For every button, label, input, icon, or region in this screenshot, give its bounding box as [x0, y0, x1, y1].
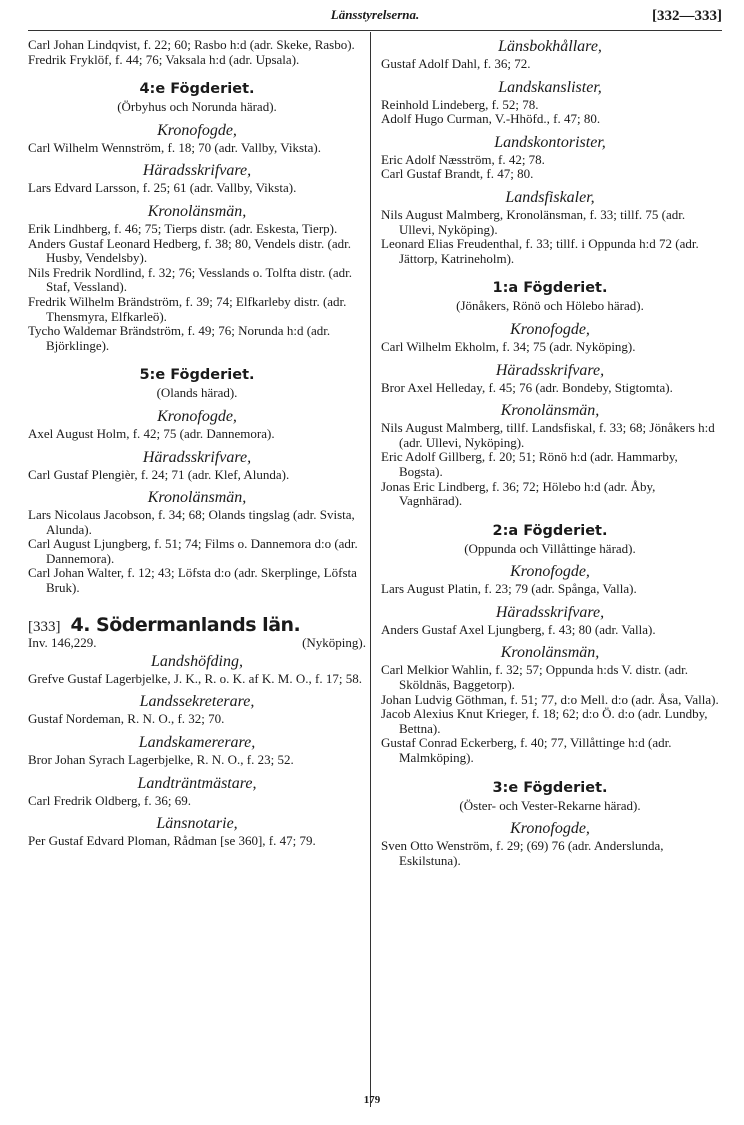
entry: Carl Fredrik Oldberg, f. 36; 69. [28, 792, 191, 808]
section-subtitle: (Oppunda och Villåttinge härad). [464, 540, 636, 556]
role-heading: Landskanslister, [498, 78, 602, 96]
role-heading: Länsnotarie, [156, 815, 238, 833]
role-heading: Häradsskrifvare, [142, 448, 252, 466]
entry: Leonard Elias Freudenthal, f. 33; tillf. i Oppunda h:d 72 (adr. Jättorp, Katrineholm). [381, 236, 699, 266]
entry: Gustaf Nordeman, R. N. O., f. 32; 70. [28, 711, 225, 727]
left-column [28, 38, 366, 849]
role-heading: Kronofogde, [157, 121, 237, 139]
entry: Adolf Hugo Curman, V.-Hhöfd., f. 47; 80. [381, 111, 601, 127]
entry: Gustaf Adolf Dahl, f. 36; 72. [381, 56, 531, 71]
county-name: 4. Södermanlands län. [70, 613, 301, 636]
role-heading: Landskontorister, [494, 133, 606, 151]
page-header [28, 4, 722, 31]
section-subtitle: (Örbyhus och Norunda härad). [117, 99, 277, 115]
right-column [381, 38, 719, 868]
role-heading: Häradsskrifvare, [495, 603, 605, 621]
entry: Tycho Waldemar Brändström, f. 49; 76; Norunda h:d (adr. Björklinge). [28, 323, 331, 353]
county-info [28, 636, 366, 651]
entry: Eric Adolf Næsström, f. 42; 78. [381, 151, 545, 167]
entry: Reinhold Lindeberg, f. 52; 78. [381, 96, 539, 112]
county-seat: (Nyköping). [302, 635, 366, 651]
role-heading: Landshöfding, [150, 652, 243, 670]
entry: Grefve Gustaf Lagerbjelke, J. K., R. o. K. af K. M. O., f. 17; 58. [28, 670, 362, 686]
role-heading: Landskamererare, [138, 734, 256, 752]
entry: Nils Fredrik Nordlind, f. 32; 76; Vesslands o. Tolfta distr. (adr. Staf, Vessland). [28, 264, 352, 295]
entry: Nils August Malmberg, Kronolänsman, f. 33; tillf. 75 (adr. Ullevi, Nyköping). [381, 206, 686, 237]
role-heading: Länsbokhållare, [498, 38, 602, 55]
entry: Bror Johan Syrach Lagerbjelke, R. N. O., f. 23; 52. [28, 752, 294, 768]
section-title: 1:a Fögderiet. [492, 280, 608, 297]
column-divider [370, 32, 371, 1107]
entry: Carl Wilhelm Ekholm, f. 34; 75 (adr. Nyköping). [381, 338, 636, 354]
entry: Lars Nicolaus Jacobson, f. 34; 68; Olands tingslag (adr. Svista, Alunda). [28, 507, 355, 537]
role-heading: Kronofogde, [510, 820, 590, 838]
entry: Anders Gustaf Axel Ljungberg, f. 43; 80 (adr. Valla). [381, 621, 656, 637]
entry: Carl August Ljungberg, f. 51; 74; Films o. Dannemora d:o (adr. Dannemora). [28, 536, 358, 566]
section-subtitle: (Olands härad). [156, 385, 238, 401]
role-heading: Kronofogde, [510, 320, 590, 338]
section-title: 5:e Fögderiet. [139, 367, 255, 384]
entry: Carl Gustaf Brandt, f. 47; 80. [381, 166, 534, 182]
entry: Sven Otto Wenström, f. 29; (69) 76 (adr. Anderslunda, Eskilstuna). [381, 838, 664, 868]
role-heading: Kronofogde, [510, 563, 590, 581]
section-subtitle: (Jönåkers, Rönö och Hölebo härad). [456, 298, 644, 314]
role-heading: Häradsskrifvare, [142, 162, 252, 180]
entry: Erik Lindhberg, f. 46; 75; Tierps distr. (adr. Eskesta, Tierp). [28, 220, 338, 236]
section-title: 3:e Fögderiet. [492, 779, 608, 796]
role-heading: Landssekreterare, [139, 693, 255, 711]
running-title: Länsstyrelserna. [330, 7, 420, 22]
county-number: [333] [28, 618, 61, 635]
role-heading: Kronolänsmän, [147, 202, 247, 220]
entry: Eric Adolf Gillberg, f. 20; 51; Rönö h:d (adr. Hammarby, Bogsta). [381, 449, 678, 479]
page-number: 179 [363, 1094, 381, 1106]
entry: Carl Johan Walter, f. 12; 43; Löfsta d:o (adr. Skerplinge, Löfsta Bruk). [28, 565, 357, 596]
county-inhabitants: Inv. 146,229. [28, 635, 97, 651]
entry: Carl Melkior Wahlin, f. 32; 57; Oppunda h:ds V. distr. (adr. Sköldnäs, Baggetorp). [381, 662, 688, 693]
entry: Fredrik Fryklöf, f. 44; 76; Vaksala h:d (adr. Upsala). [28, 51, 300, 67]
entry: Nils August Malmberg, tillf. Landsfiskal, f. 33; 68; Jönåkers h:d (adr. Ullevi, Nyköping). [381, 420, 715, 450]
entry: Lars August Platin, f. 23; 79 (adr. Spånga, Valla). [381, 581, 637, 597]
entry: Fredrik Wilhelm Brändström, f. 39; 74; Elfkarleby distr. (adr. Thensmyra, Elfkarleö). [28, 293, 347, 324]
section-title: 2:a Fögderiet. [492, 522, 608, 539]
entry: Jonas Eric Lindberg, f. 36; 72; Hölebo h:d (adr. Åby, Vagnhärad). [381, 478, 656, 509]
role-heading: Kronolänsmän, [500, 402, 600, 420]
role-heading: Kronolänsmän, [147, 489, 247, 507]
entry: Carl Wilhelm Wennström, f. 18; 70 (adr. Vallby, Viksta). [28, 139, 322, 155]
county-heading [28, 613, 366, 636]
role-heading: Kronofogde, [157, 407, 237, 425]
entry: Carl Gustaf Plengièr, f. 24; 71 (adr. Klef, Alunda). [28, 466, 290, 482]
role-heading: Kronolänsmän, [500, 644, 600, 662]
entry: Per Gustaf Edvard Ploman, Rådman [se 360], f. 47; 79. [28, 833, 316, 849]
role-heading: Häradsskrifvare, [495, 361, 605, 379]
page-range: [332—333] [652, 8, 722, 24]
entry: Jacob Alexius Knut Krieger, f. 18; 62; d:o Ö. d:o (adr. Lundby, Bettna). [381, 706, 708, 736]
entry: Carl Johan Lindqvist, f. 22; 60; Rasbo h:d (adr. Skeke, Rasbo). [28, 37, 355, 52]
role-heading: Landträntmästare, [137, 774, 257, 792]
entry: Lars Edvard Larsson, f. 25; 61 (adr. Vallby, Viksta). [28, 180, 297, 196]
entry: Bror Axel Helleday, f. 45; 76 (adr. Bondeby, Stigtomta). [381, 379, 673, 395]
entry: Johan Ludvig Göthman, f. 51; 77, d:o Mell. d:o (adr. Åsa, Valla). [381, 691, 719, 707]
entry: Gustaf Conrad Eckerberg, f. 40; 77, Villåttinge h:d (adr. Malmköping). [381, 735, 672, 766]
entry: Axel August Holm, f. 42; 75 (adr. Dannemora). [28, 425, 275, 441]
role-heading: Landsfiskaler, [505, 188, 595, 206]
section-subtitle: (Öster- och Vester-Rekarne härad). [459, 797, 641, 813]
entry: Anders Gustaf Leonard Hedberg, f. 38; 80, Vendels distr. (adr. Husby, Vendelsby). [28, 235, 352, 266]
section-title: 4:e Fögderiet. [139, 81, 255, 98]
